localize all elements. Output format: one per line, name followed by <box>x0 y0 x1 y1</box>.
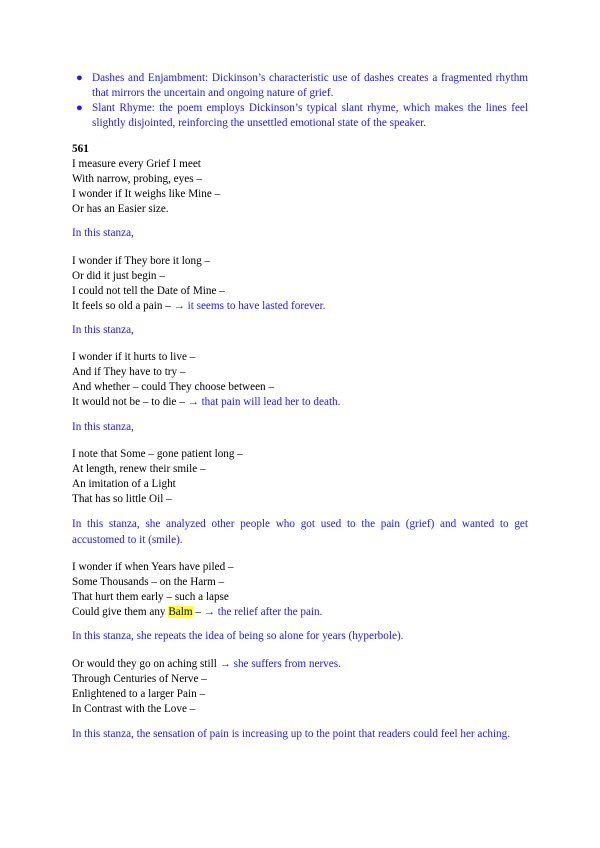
poem-line: It feels so old a pain – <box>72 300 171 312</box>
poem-line: That has so little Oil – <box>72 493 172 505</box>
bullet-list <box>72 71 528 131</box>
poem-line: And if They have to try – <box>72 366 186 378</box>
bullet-item <box>72 101 528 130</box>
stanza-comment: In this stanza, <box>72 227 134 239</box>
poem-line: I wonder if it hurts to live – <box>72 351 196 363</box>
stanza-4 <box>72 447 532 507</box>
poem-line: And whether – could They choose between – <box>72 381 275 393</box>
comment-2 <box>72 323 532 338</box>
annotation-note: → the relief after the pain. <box>203 606 323 618</box>
poem-line: At length, renew their smile – <box>72 463 206 475</box>
poem-line-annotated <box>72 605 532 620</box>
poem-line: It would not be – to die – <box>72 396 185 408</box>
stanza-comment: In this stanza, she repeats the idea of being so alone for years (hyperbole). <box>72 630 404 642</box>
stanza-3 <box>72 350 532 410</box>
poem-line: I wonder if It weighs like Mine – <box>72 188 221 200</box>
stanza-1 <box>72 142 532 217</box>
annotation-note: → that pain will lead her to death. <box>187 396 341 408</box>
stanza-2 <box>72 254 532 314</box>
poem-line: In Contrast with the Love – <box>72 703 196 715</box>
poem-line-annotated <box>72 299 532 314</box>
poem-line: With narrow, probing, eyes – <box>72 173 202 185</box>
poem-line: I measure every Grief I meet <box>72 158 201 170</box>
stanza-comment: In this stanza, <box>72 324 134 336</box>
annotation-note: → she suffers from nerves. <box>219 658 341 670</box>
poem-line: Some Thousands – on the Harm – <box>72 576 225 588</box>
stanza-comment: In this stanza, the sensation of pain is increasing up to the point that readers could feel her aching. <box>72 728 511 740</box>
stanza-6 <box>72 657 532 717</box>
stanza-5 <box>72 560 532 620</box>
poem-line-prefix: Could give them any <box>72 606 169 618</box>
bullet-text: Slant Rhyme: the poem employs Dickinson’s typical slant rhyme, which makes the lines feel slightly disjointed, reinforcing the unsettled emotional state of the speaker. <box>92 102 528 129</box>
bullet-dot-icon: ● <box>76 102 83 114</box>
stanza-comment: In this stanza, <box>72 421 134 433</box>
poem-line-suffix: – <box>192 606 201 618</box>
highlighted-word: Balm <box>168 606 193 618</box>
poem-line: Or would they go on aching still <box>72 658 217 670</box>
poem-line-annotated <box>72 657 532 672</box>
poem-line: Through Centuries of Nerve – <box>72 673 207 685</box>
poem-line-annotated <box>72 395 532 410</box>
poem-number: 561 <box>72 143 89 155</box>
comment-4 <box>72 516 532 548</box>
poem-line: That hurt them early – such a lapse <box>72 591 229 603</box>
poem-line: Or did it just begin – <box>72 270 165 282</box>
poem-line: I wonder if They bore it long – <box>72 255 211 267</box>
poem-line: I wonder if when Years have piled – <box>72 561 234 573</box>
stanza-comment: In this stanza, she analyzed other people who got used to the pain (grief) and wanted to get accustomed to it (smile). <box>72 518 528 546</box>
comment-3 <box>72 420 532 435</box>
bullet-text: Dashes and Enjambment: Dickinson’s characteristic use of dashes creates a fragmented rhythm that mirrors the uncertain and ongoing nature of grief. <box>92 72 528 99</box>
poem-line: An imitation of a Light <box>72 478 176 490</box>
comment-6 <box>72 726 532 742</box>
comment-5 <box>72 629 532 644</box>
bullet-item <box>72 71 528 100</box>
bullet-dot-icon: ● <box>76 72 83 84</box>
annotation-note: → it seems to have lasted forever. <box>173 300 326 312</box>
poem-line: I note that Some – gone patient long – <box>72 448 243 460</box>
poem-line: Or has an Easier size. <box>72 203 169 215</box>
poem-line: Enlightened to a larger Pain – <box>72 688 206 700</box>
comment-1 <box>72 226 532 241</box>
poem-line: I could not tell the Date of Mine – <box>72 285 225 297</box>
